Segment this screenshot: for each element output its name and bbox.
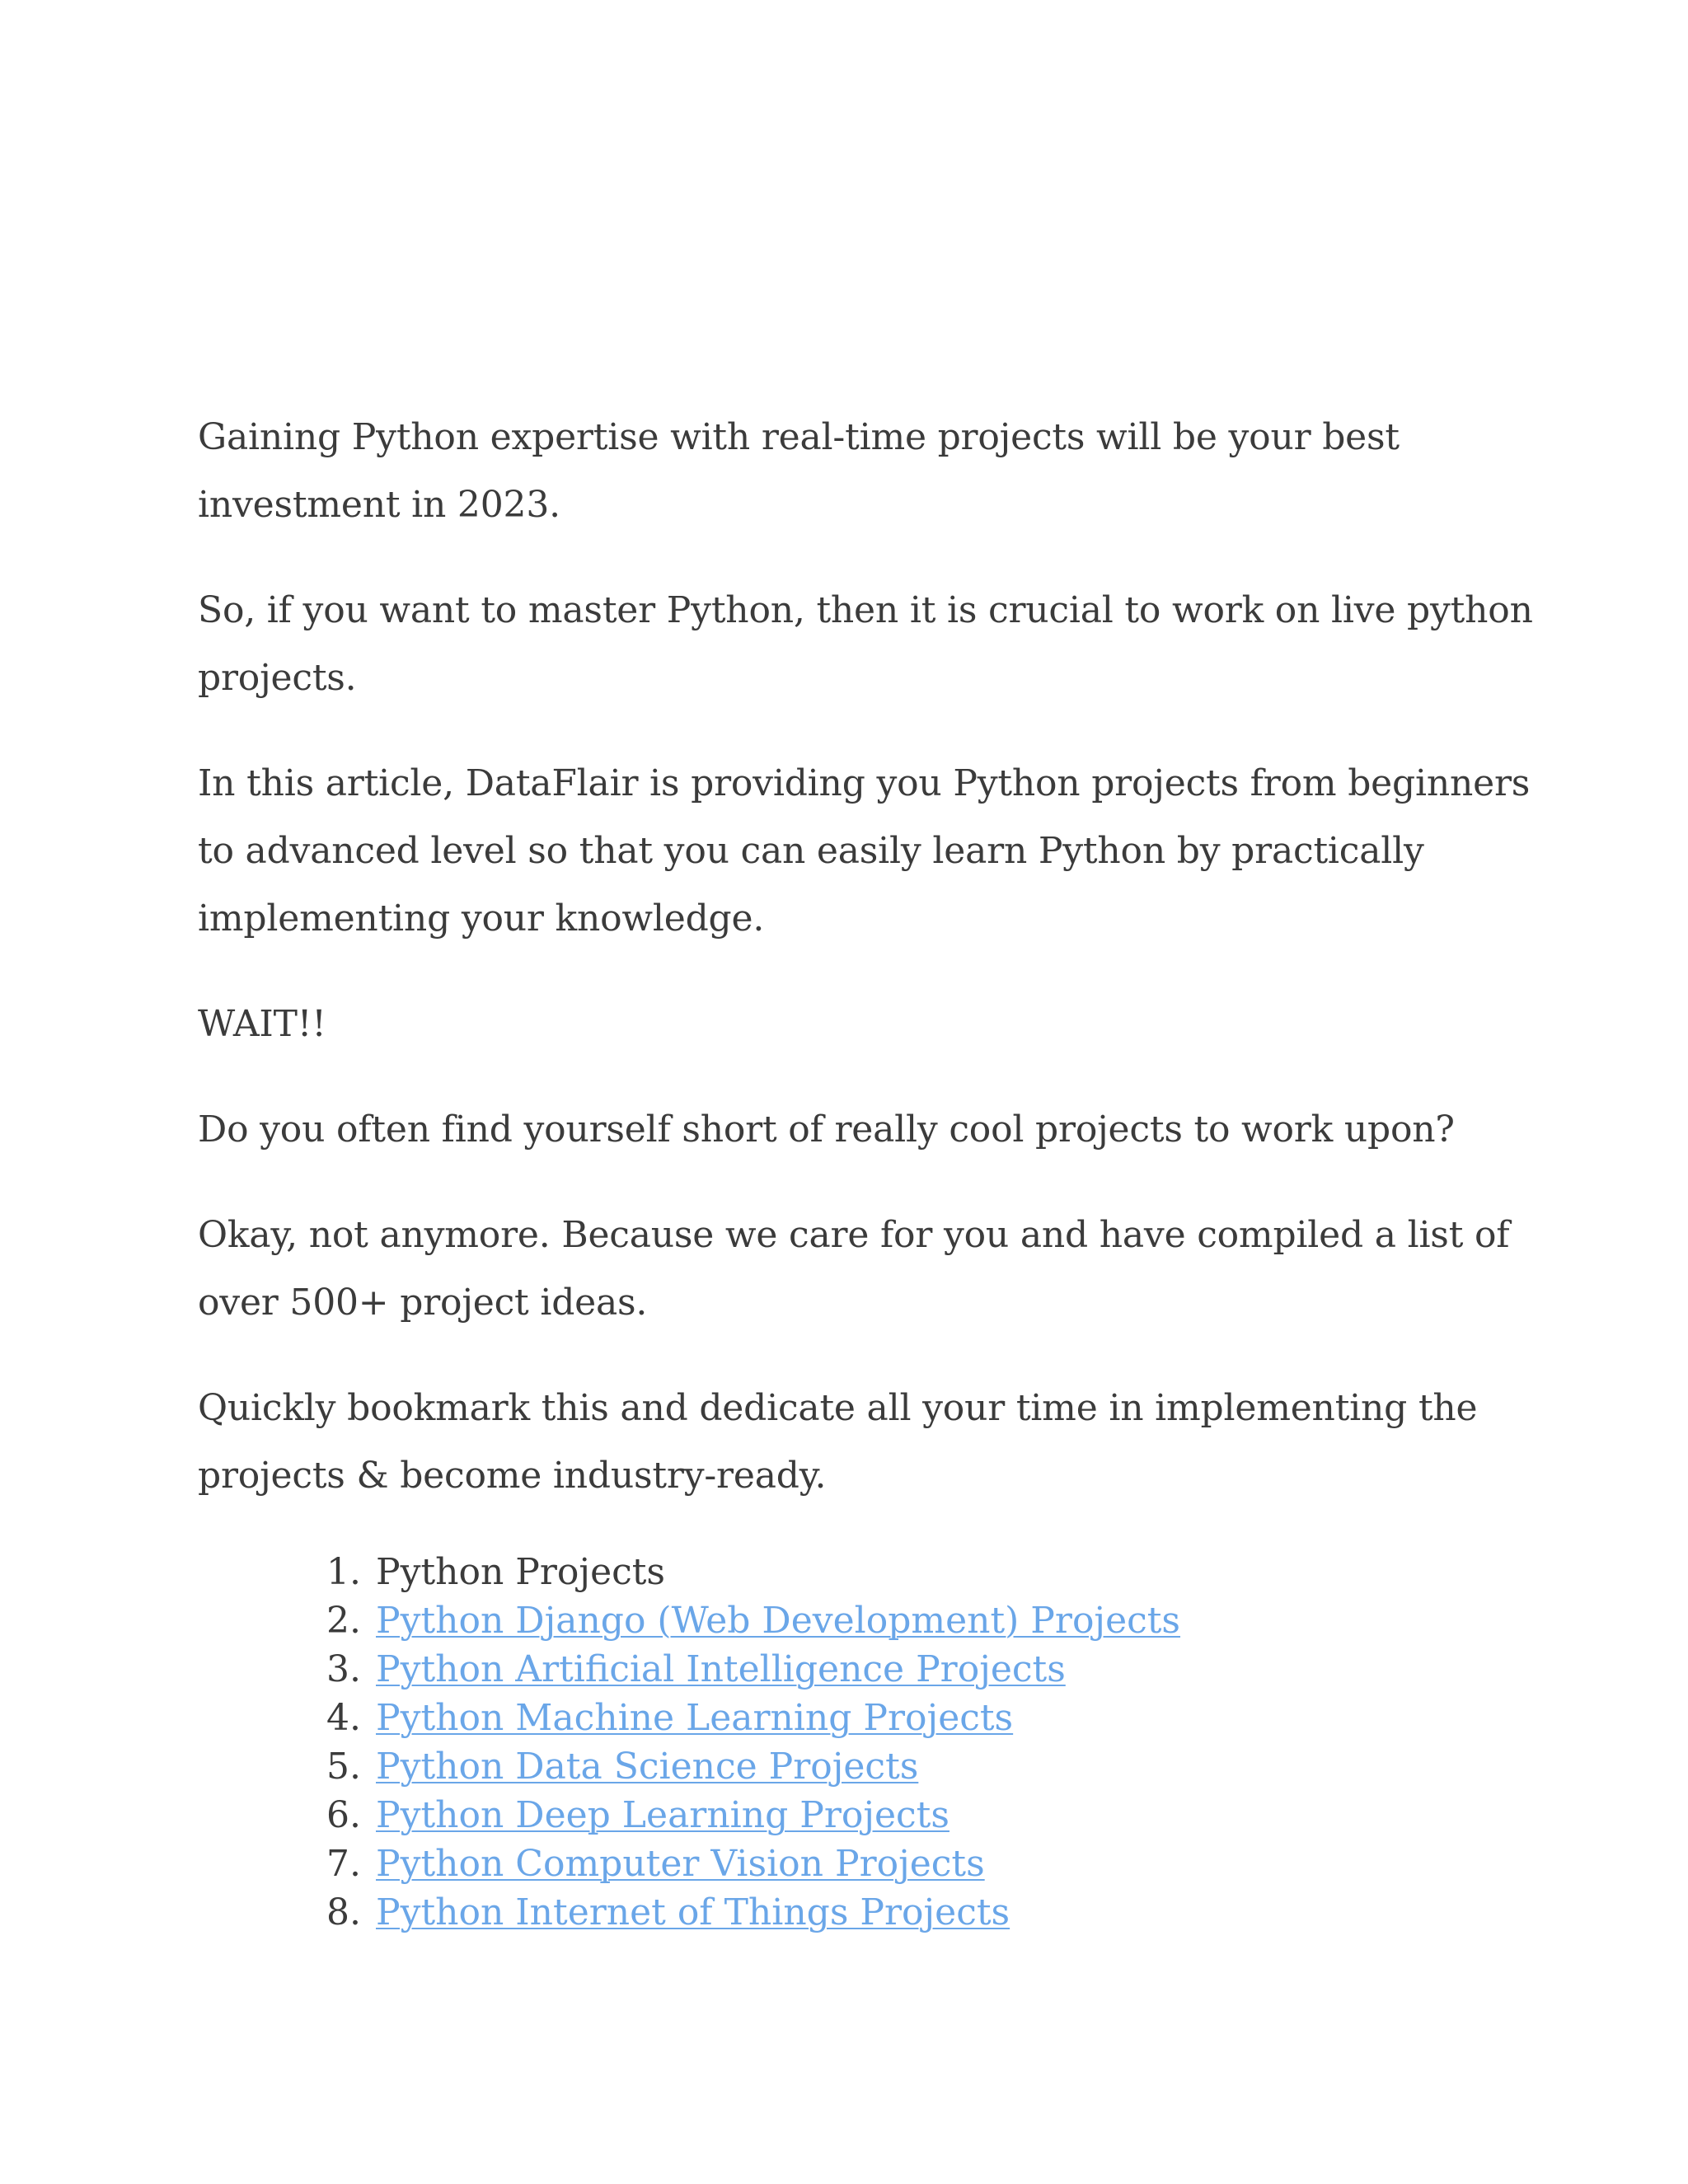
toc-link-deep-learning[interactable]: Python Deep Learning Projects <box>376 1794 950 1836</box>
toc-item <box>312 1596 1533 1645</box>
toc-item <box>312 1742 1533 1791</box>
toc-link-artificial-intelligence[interactable]: Python Artificial Intelligence Projects <box>376 1648 1066 1690</box>
toc-item <box>312 1548 1533 1596</box>
toc-link-django[interactable]: Python Django (Web Development) Projects <box>376 1600 1181 1642</box>
table-of-contents <box>198 1548 1533 1937</box>
toc-number: 4. <box>326 1697 361 1739</box>
toc-item <box>312 1888 1533 1937</box>
toc-number: 3. <box>326 1648 361 1690</box>
toc-number: 1. <box>326 1551 361 1593</box>
toc-item <box>312 1694 1533 1742</box>
toc-number: 2. <box>326 1600 361 1642</box>
toc-number: 8. <box>326 1891 361 1933</box>
toc-number: 6. <box>326 1794 361 1836</box>
toc-link-internet-of-things[interactable]: Python Internet of Things Projects <box>376 1891 1010 1933</box>
toc-link-computer-vision[interactable]: Python Computer Vision Projects <box>376 1843 985 1885</box>
project-ideas-paragraph: Okay, not anymore. Because we care for you and have compiled a list of over 500+ project ideas. <box>198 1214 1510 1324</box>
intro-paragraph: Gaining Python expertise with real-time projects will be your best investment in 2023. <box>198 416 1400 526</box>
article-body <box>198 404 1533 1937</box>
dataflair-paragraph: In this article, DataFlair is providing you Python projects from beginners to advanced level so that you can easily learn Python by practically implementing your knowledge. <box>198 762 1531 940</box>
toc-item <box>312 1791 1533 1840</box>
toc-item <box>312 1645 1533 1694</box>
master-python-paragraph: So, if you want to master Python, then it is crucial to work on live python projects. <box>198 589 1533 699</box>
bookmark-paragraph: Quickly bookmark this and dedicate all your time in implementing the projects & become industry-ready. <box>198 1387 1478 1497</box>
toc-link-data-science[interactable]: Python Data Science Projects <box>376 1746 919 1788</box>
toc-number: 5. <box>326 1746 361 1788</box>
toc-label-python-projects: Python Projects <box>376 1551 666 1593</box>
question-paragraph: Do you often find yourself short of really cool projects to work upon? <box>198 1108 1455 1151</box>
wait-paragraph: WAIT!! <box>198 1003 326 1045</box>
toc-link-machine-learning[interactable]: Python Machine Learning Projects <box>376 1697 1014 1739</box>
toc-number: 7. <box>326 1843 361 1885</box>
toc-item <box>312 1840 1533 1888</box>
